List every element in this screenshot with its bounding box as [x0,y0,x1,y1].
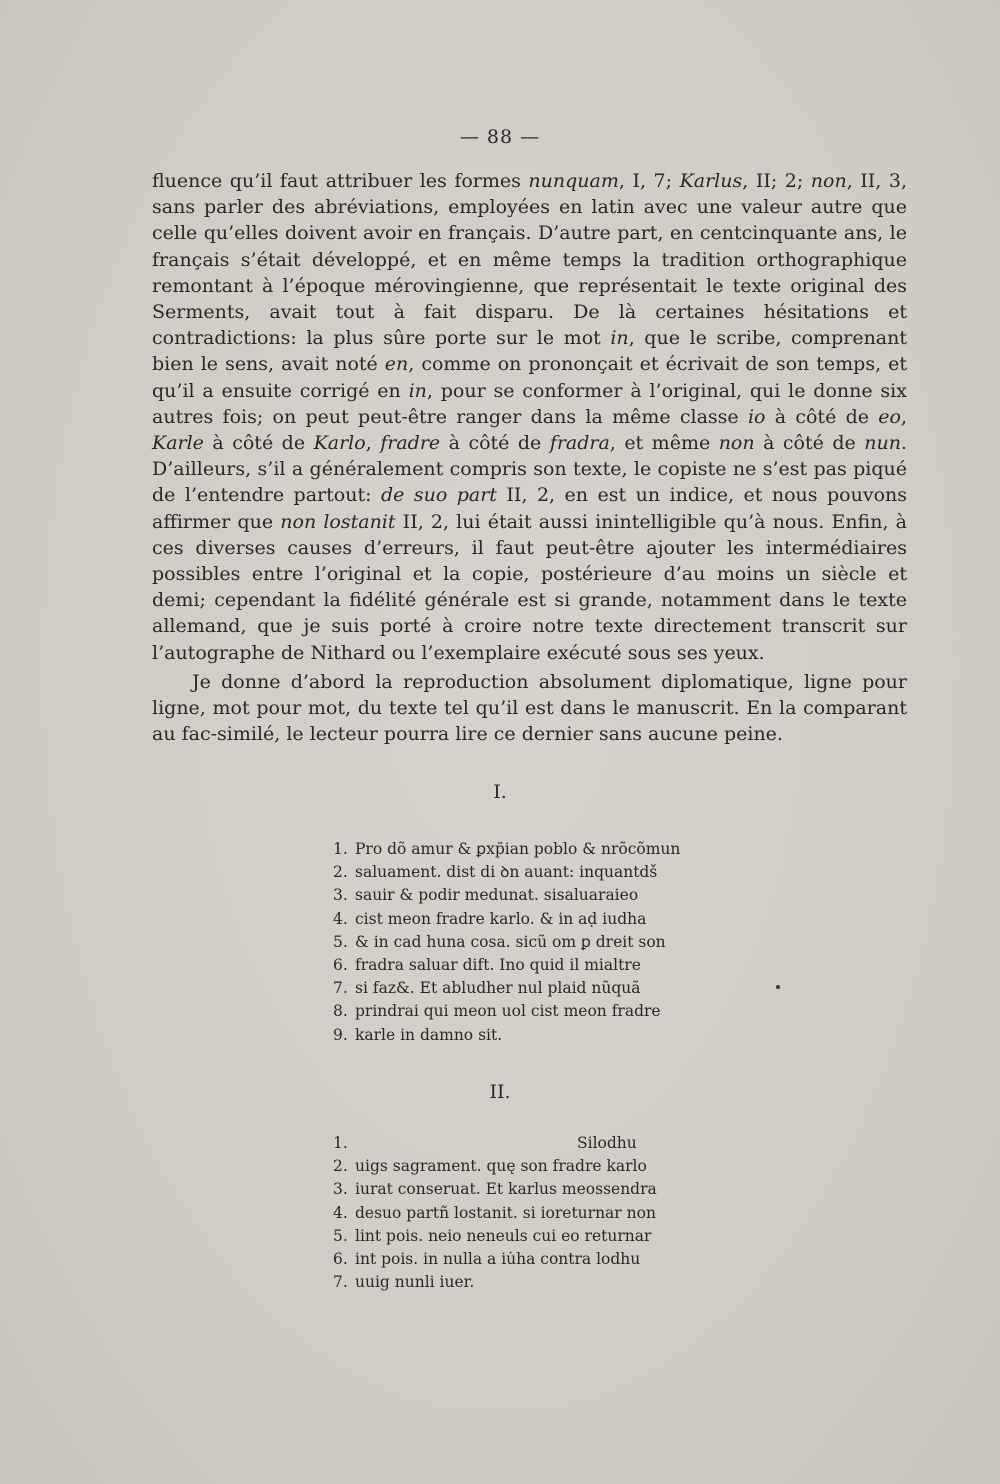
verse-line [333,1225,733,1248]
verse-line [333,838,733,861]
verse-line [333,1132,733,1155]
verse-line [333,1271,733,1294]
verse-line [333,954,733,977]
paragraph-introduction [152,669,907,748]
italic-term: nun [864,432,901,455]
line-number: 6. [333,1250,348,1269]
verse-line [333,1155,733,1178]
text-run: Je donne d’abord la reproduction absolument diplomatique, ligne pour ligne, mot pour mot, du texte tel qu’il est dans le manuscrit. En la comparant au fac-similé, le lecteur pourra lire ce dernier sans aucune peine. [152,670,907,746]
oath-text-second [333,1132,733,1294]
italic-term: fradra [549,432,610,455]
text-run: II, 2, en est un indice, et nous pouvons affirmer que [152,484,907,533]
italic-term: Karlus [679,170,743,192]
text-run: à côté de [203,432,314,455]
line-number: 3. [333,1180,348,1199]
line-number: 4. [333,909,348,928]
line-number: 5. [333,1226,348,1245]
text-run: II, 2, lui était aussi inintelligible qu’à nous. Enfin, à ces diverses causes d’erreurs, il faut peut-être ajouter les intermédiaires possibles entre l’original et la copie, postérieure d’au moins un siècle et demi; cependant la fidélité générale est si grande, notamment dans le texte allemand, que je suis porté à croire notre texte directement transcrit sur l’autographe de Nithard ou l’exemplaire exécuté sous ses yeux. [152,510,907,664]
text-run: . D’ailleurs, s’il a généralement compris son texte, le copiste ne s’est pas piqué de l’entendre partout: [152,432,907,507]
oath-text-romance [333,838,733,1047]
section-heading-1: I. [493,781,507,803]
line-number: 9. [333,1025,348,1044]
italic-term: non [810,170,847,192]
verse-line [333,1202,733,1225]
italic-term: fradre [380,432,441,455]
text-run: , II; 2; [742,170,811,192]
line-text: & in cad huna cosa. sicũ om ꝑ dreit son [355,932,666,951]
text-run: , I, 7; [618,170,680,192]
verse-line [333,1024,733,1047]
line-number: 4. [333,1203,348,1222]
text-run: à côté de [754,432,865,455]
italic-term: Karle [152,432,204,455]
line-number: 1. [333,1134,348,1152]
verse-line [333,908,733,931]
italic-term: in [408,379,427,402]
section-heading-2: II. [489,1081,511,1103]
italic-term: nunquam [528,170,619,192]
italic-term: in [610,327,629,350]
line-text: sauir & podir medunat. sisaluaraieo [355,886,639,905]
verse-line [333,1178,733,1201]
line-text: lint pois. neio neneuls cui eo returnar [355,1226,652,1245]
line-text: karle in damno sit. [355,1025,503,1044]
line-text: cist meon fradre karlo. & in aḍ iudha [355,909,647,928]
text-run: , [900,405,908,428]
line-number: 2. [333,863,348,882]
text-run: à côté de [765,405,879,428]
text-run: à côté de [440,432,550,455]
italic-term: non [718,432,755,455]
line-number: 3. [333,886,348,905]
verse-line [333,884,733,907]
page-number: — 88 — [459,126,541,148]
verse-line [333,931,733,954]
line-text: si faz&. Et abludher nul plaid nũquã [355,979,641,998]
verse-line [333,1000,733,1023]
line-text: Silodhu [577,1134,637,1152]
line-number: 1. [333,840,348,858]
paragraph-commentary [152,168,907,666]
italic-term: de suo part [380,484,497,507]
line-text: prindrai qui meon uol cist meon fradre [355,1002,661,1021]
text-run: , et même [609,432,719,455]
text-run: fluence qu’il faut attribuer les formes [152,170,529,192]
line-text: saluament. dist di ꝺn auant: inquantdš [355,863,658,882]
text-run: , que le scribe, comprenant bien le sens, avait noté [152,327,907,376]
line-number: 5. [333,932,348,951]
verse-line [333,861,733,884]
verse-line [333,1248,733,1271]
text-run: , [365,432,381,455]
italic-term: io [747,405,766,428]
text-run: , comme on prononçait et écrivait de son temps, et qu’il a ensuite corrigé en [152,353,908,402]
verse-line [333,977,733,1000]
text-run: , II, 3, sans parler des abréviations, employées en latin avec une valeur autre que celle qu’elles doivent avoir en français. D’autre part, en centcinquante ans, le français s’était développé, et en même temps la tradition orthographique remontant à l’époque mérovingienne, que représentait le texte original des Serments, avait tout à fait disparu. De là certaines hésitations et contradictions: la plus sûre porte sur le mot [152,170,908,350]
ink-speck [776,985,780,989]
body-text [152,168,907,747]
text-run: , pour se conformer à l’original, qui le donne six autres fois; on peut peut-être ranger dans la même classe [152,379,907,428]
line-number: 6. [333,956,348,975]
line-text: uuig nunli iuer. [355,1273,475,1292]
line-text: Pro dõ amur & ꝑxp̄ian poblo & nrõcõmun [355,840,681,858]
line-text: int pois. in nulla a iu̇ha contra lodhu [355,1250,641,1269]
italic-term: en [384,353,409,376]
italic-term: non lostanit [280,510,396,533]
line-number: 7. [333,979,348,998]
line-number: 2. [333,1157,348,1176]
line-number: 8. [333,1002,348,1021]
line-number: 7. [333,1273,348,1292]
line-text: desuo partñ lostanit. si ioreturnar non [355,1203,656,1222]
italic-term: Karlo [313,432,366,455]
italic-term: eo [878,405,901,428]
line-text: uigs sagrament. quę son fradre karlo [355,1157,647,1176]
line-text: fradra saluar dift. Ino quid il mialtre [355,956,641,975]
line-text: iurat conseruat. Et karlus meossendra [355,1180,657,1199]
